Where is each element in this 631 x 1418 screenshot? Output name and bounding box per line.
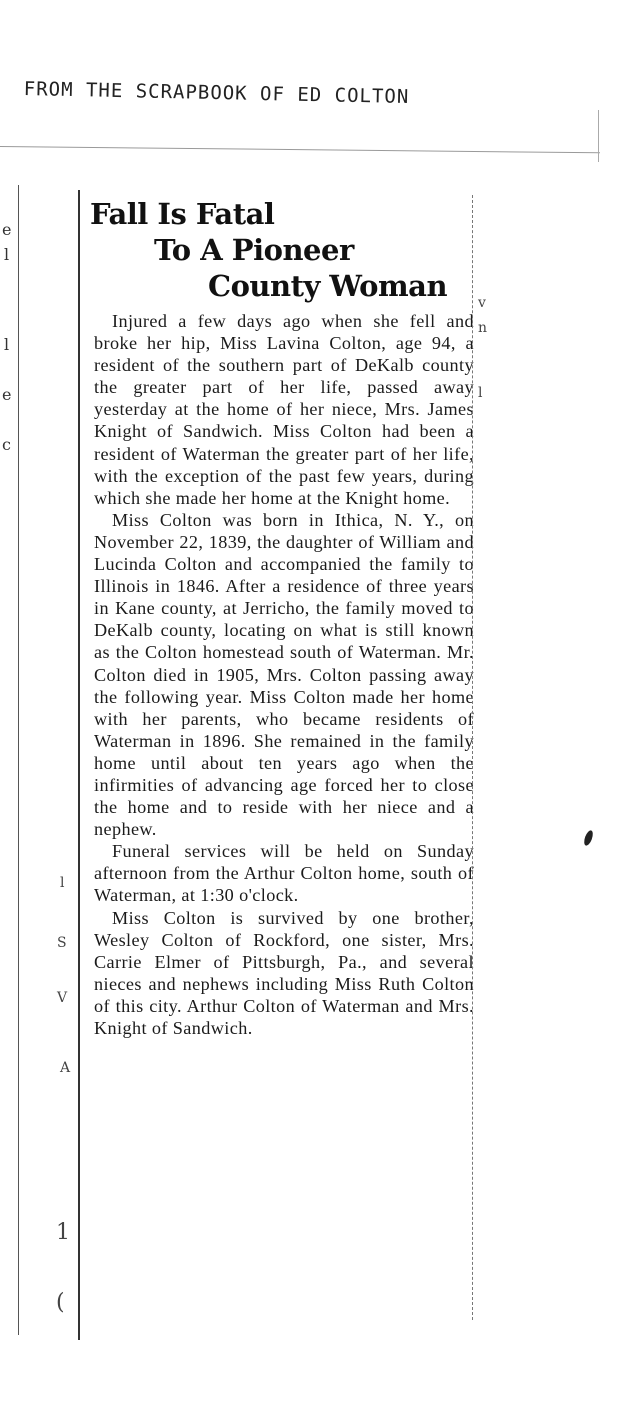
fragment-mark: l	[478, 385, 483, 401]
article-paragraph: Injured a few days ago when she fell and broke her hip, Miss Lavina Colton, age 94, a resident of the southern part of DeKalb county the greater part of her life, passed away yesterday at the home of her niece, Mrs. James Knight of Sandwich. Miss Colton had been a resident of Waterman the greater part of her life, with the exception of the past few years, during which she made her home at the Knight home.	[94, 311, 474, 508]
headline-line-3: County Woman	[208, 269, 448, 303]
fragment-mark: 1	[56, 1220, 70, 1245]
page-edge-line	[0, 146, 600, 153]
clipping-right-edge	[472, 195, 473, 1320]
ink-speck	[582, 829, 594, 846]
article-paragraph: Miss Colton is survived by one brother, Wesley Colton of Rockford, one sister, Mrs. Carrie Elmer of Pittsburgh, Pa., and several nieces and nephews including Miss Ruth Colton of this city. Arthur Colton of Waterman and Mrs. Knight of Sandwich.	[94, 907, 474, 1038]
fragment-mark: v	[478, 295, 486, 311]
adjacent-clipping-fragment	[0, 185, 19, 1335]
fragment-mark: l	[60, 875, 65, 891]
scrapbook-header: FROM THE SCRAPBOOK OF ED COLTON	[23, 78, 410, 109]
fragment-mark: c	[2, 435, 11, 454]
fragment-mark: n	[478, 320, 488, 336]
article-paragraph: Miss Colton was born in Ithica, N. Y., on November 22, 1839, the daughter of William and Lucinda Colton and accompanied the family to Illinois in 1846. After a residence of three years in Kane county, at Jerricho, the family moved to DeKalb county, locating on what is still known as the Colton homestead south of Waterman. Mr. Colton died in 1905, Mrs. Colton passing away the following year. Miss Colton made her home with her parents, who became residents of Waterman in 1896. She remained in the family home until about ten years ago when the infirmities of advancing age forced her to close the home and to reside with her niece and a nephew.	[94, 509, 474, 840]
page-edge-mark	[598, 110, 599, 162]
headline-line-2: To A Pioneer	[154, 233, 354, 267]
fragment-mark: l	[4, 335, 10, 354]
article-body	[94, 310, 474, 1039]
fragment-mark: S	[57, 935, 67, 951]
fragment-mark: (	[56, 1290, 65, 1315]
article-paragraph: Funeral services will be held on Sunday afternoon from the Arthur Colton home, south of Waterman, at 1:30 o'clock.	[94, 841, 474, 906]
newspaper-clipping	[78, 190, 475, 1340]
headline-line-1: Fall Is Fatal	[90, 197, 275, 231]
fragment-mark: l	[4, 245, 10, 264]
fragment-mark: e	[2, 385, 12, 404]
fragment-mark: V	[57, 990, 68, 1006]
fragment-mark: e	[2, 220, 12, 239]
fragment-mark: A	[60, 1060, 71, 1076]
